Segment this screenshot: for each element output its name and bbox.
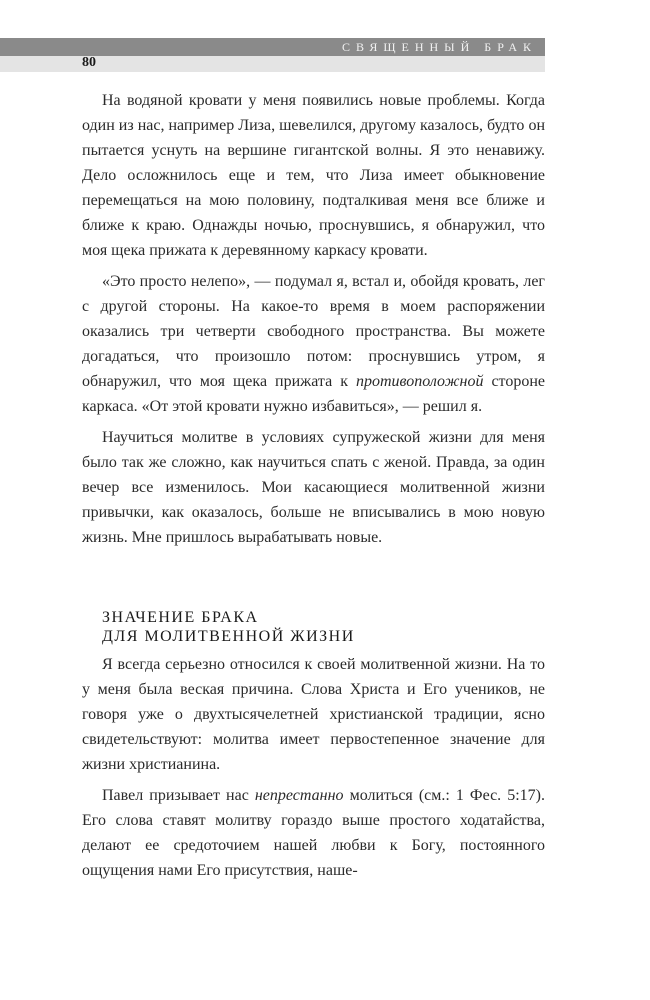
page-body <box>82 88 545 889</box>
section-heading-line-1: ЗНАЧЕНИЕ БРАКА <box>102 609 259 626</box>
paragraph-2-emphasis: противоположной <box>355 373 484 390</box>
paragraph-5 <box>82 783 545 883</box>
paragraph-1: На водяной кровати у меня появились новые проблемы. Когда один из нас, например Лиза, шевелился, другому казалось, будто он пытается уснуть на вершине гигантской волны. Я это ненавижу. Дело осложнилось еще и тем, что Лиза имеет обыкновение перемещаться на мою половину, подталкивая меня все ближе и ближе к краю. Однажды ночью, проснувшись, я обнаружил, что моя щека прижата к деревянному каркасу кровати. <box>82 92 545 259</box>
running-header-bar <box>0 38 545 56</box>
section-heading <box>102 608 545 646</box>
paragraph-5-text-b: молиться (см.: 1 Фес. 5:17). Его слова ставят молитву гораздо выше простого ходатайства, делают ее средоточием нашей любви к Богу, постоянного ощущения нами Его присутствия, наше- <box>82 787 545 879</box>
paragraph-2-text-a: «Это просто нелепо», — подумал я, встал и, обойдя кровать, лег с другой стороны. На какое-то время в моем распоряжении оказались три четверти свободного пространства. Вы можете догадаться, что произошло потом: проснувшись утром, я обнаружил, что моя щека прижата к <box>82 273 545 390</box>
paragraph-2 <box>82 269 545 419</box>
paragraph-5-text-a: Павел призывает нас <box>102 787 255 804</box>
paragraph-4: Я всегда серьезно относился к своей молитвенной жизни. На то у меня была веская причина. Слова Христа и Его учеников, не говоря уже о двухтысячелетней христианской традиции, ясно свидетельствуют: молитва имеет первостепенное значение для жизни христианина. <box>82 656 545 773</box>
page-number: 80 <box>82 55 96 70</box>
paragraph-5-emphasis: непрестанно <box>254 787 344 804</box>
section-heading-line-2: ДЛЯ МОЛИТВЕННОЙ ЖИЗНИ <box>102 628 355 645</box>
paragraph-3: Научиться молитве в условиях супружеской жизни для меня было так же сложно, как научиться спать с женой. Правда, за один вечер все изменилось. Мои касающиеся молитвенной жизни привычки, как оказалось, больше не вписывались в мою новую жизнь. Мне пришлось вырабатывать новые. <box>82 429 545 546</box>
paragraph-2-text-b: стороне каркаса. «От этой кровати нужно избавиться», — решил я. <box>82 373 545 415</box>
running-title: СВЯЩЕННЫЙ БРАК <box>341 40 537 54</box>
